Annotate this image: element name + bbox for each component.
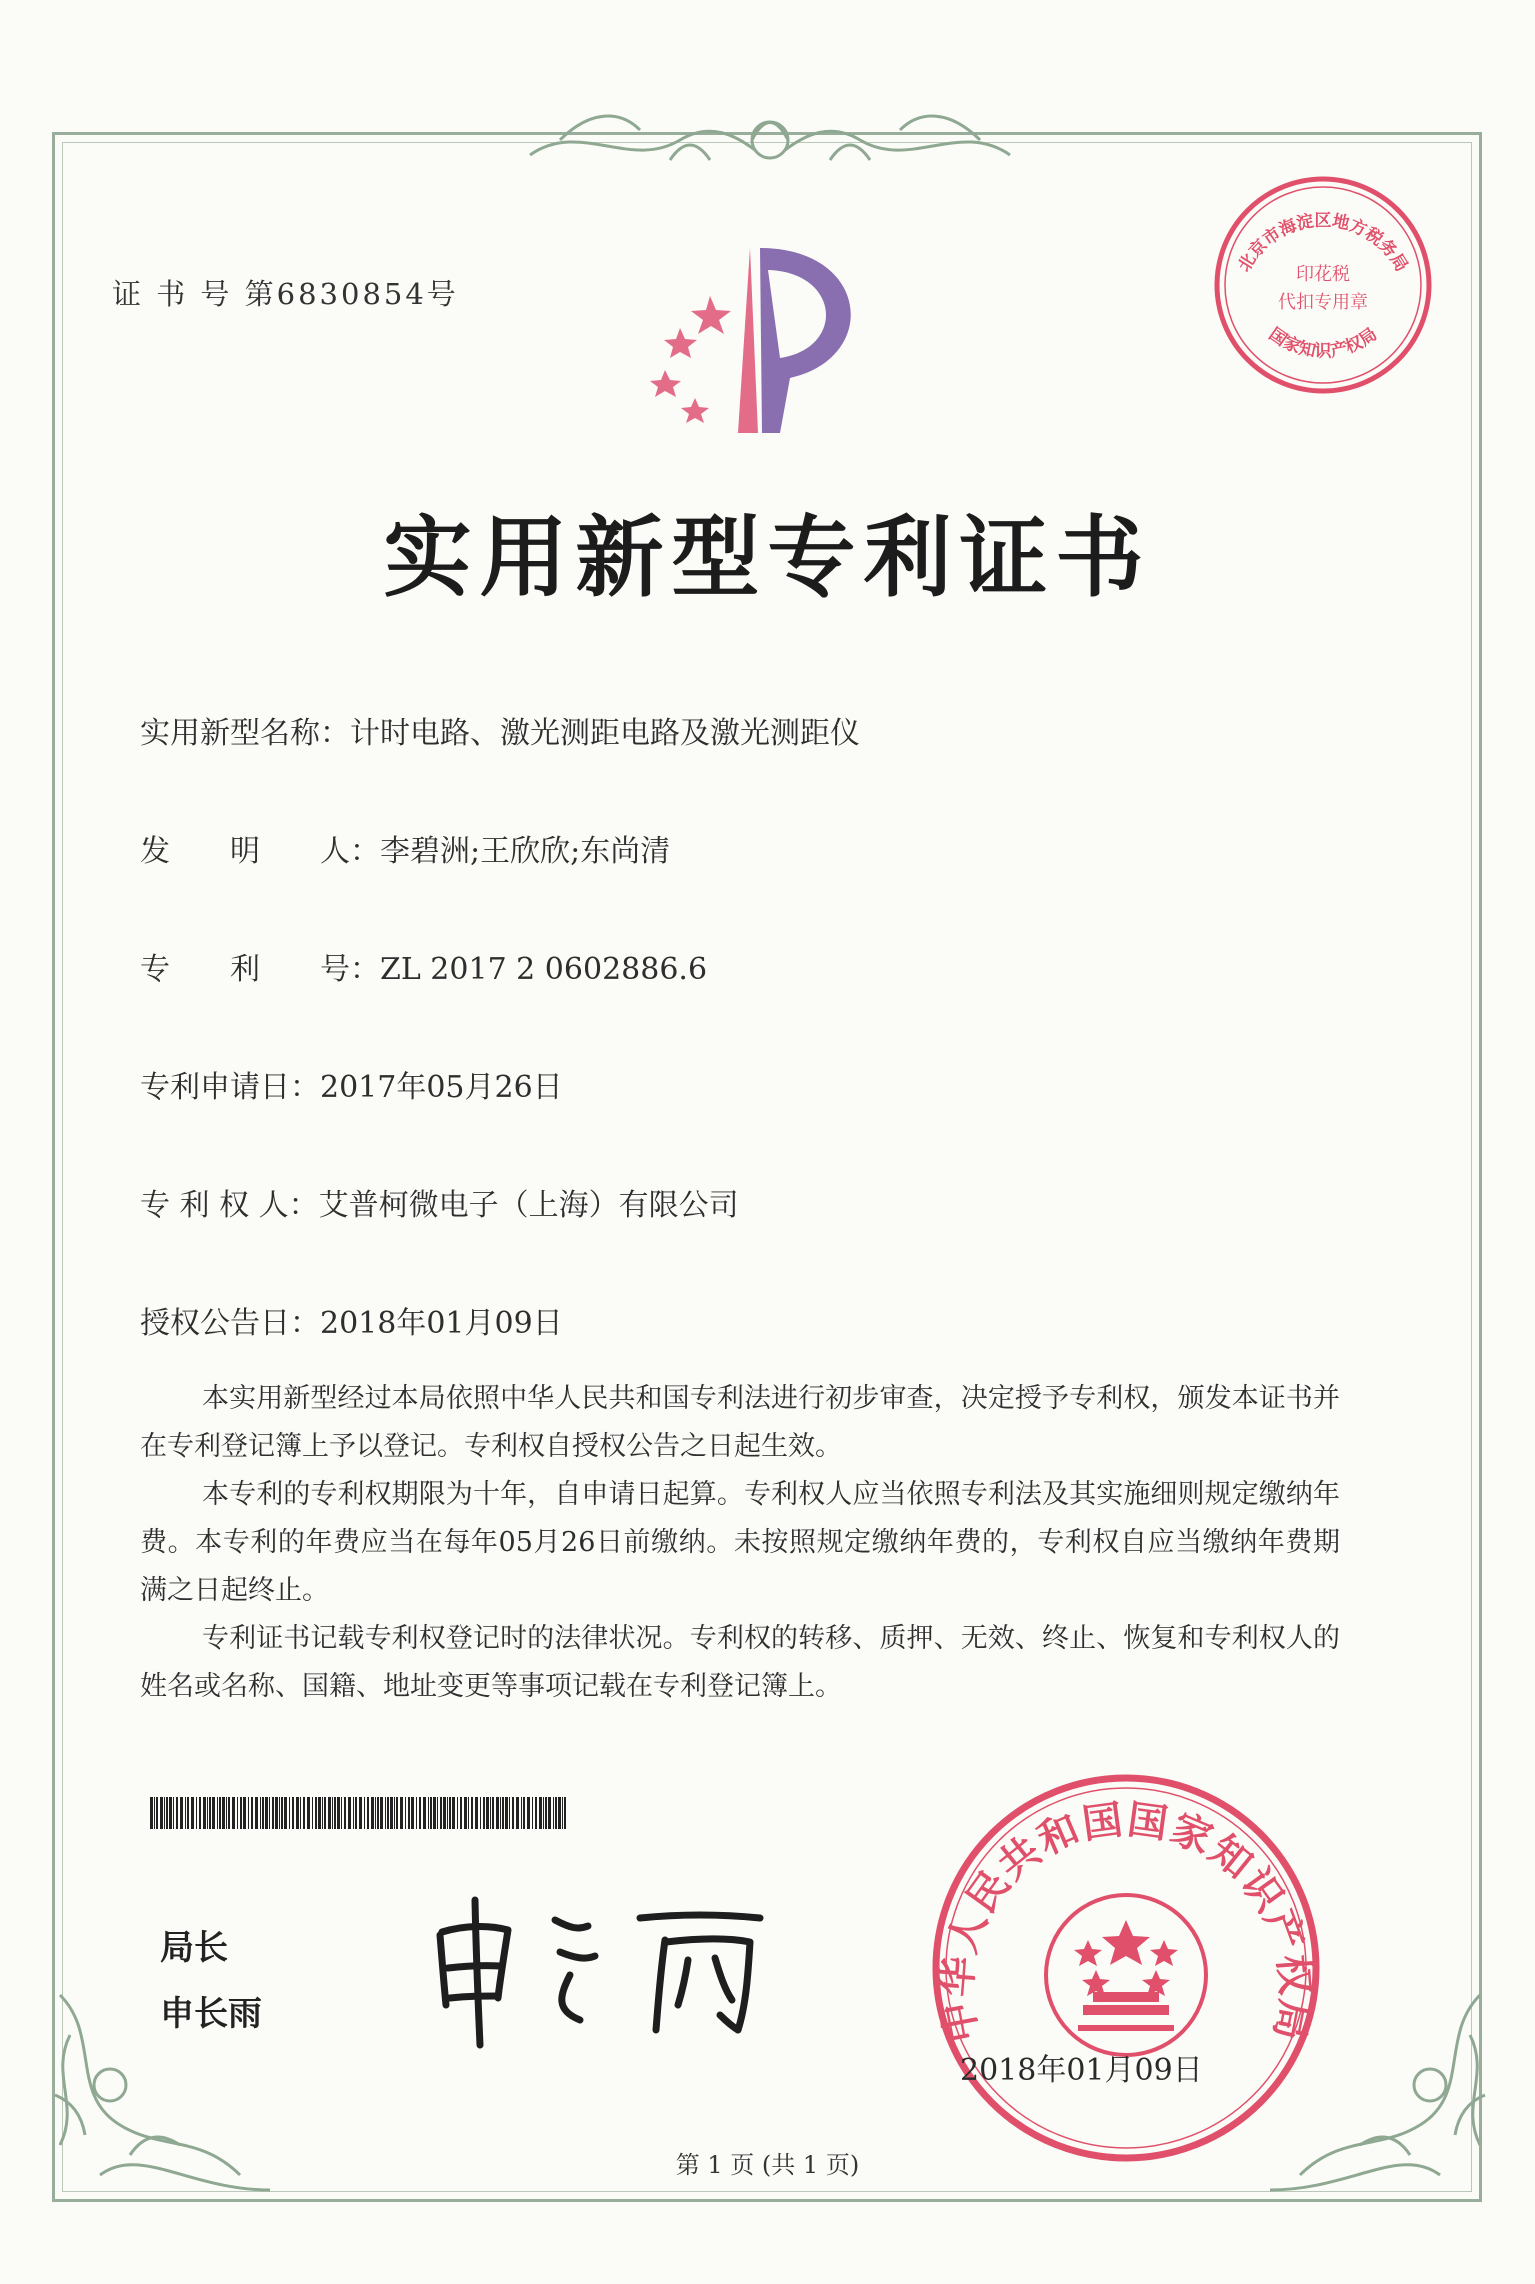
barcode-bar (237, 1797, 238, 1829)
barcode-bar (505, 1797, 508, 1829)
paragraph: 本专利的专利权期限为十年，自申请日起算。专利权人应当依照专利法及其实施细则规定缴纳年费。本专利的年费应当在每年05月26日前缴纳。未按照规定缴纳年费的，专利权自应当缴纳年费期满之日起终止。 (140, 1479, 1340, 1606)
barcode-bar (180, 1797, 183, 1829)
barcode-bar (164, 1797, 165, 1829)
barcode-bar (387, 1797, 389, 1829)
barcode-bar (375, 1797, 376, 1829)
barcode-bar (558, 1797, 561, 1829)
barcode-bar (532, 1797, 533, 1829)
barcode-bar (226, 1797, 227, 1829)
barcode-bar (203, 1797, 206, 1829)
field-application-date (140, 1062, 563, 1106)
barcode-bar (555, 1797, 557, 1829)
certificate-number: 证 书 号 第6830854号 (112, 277, 459, 311)
field-patentee (140, 1180, 739, 1224)
barcode-bar (367, 1797, 369, 1829)
barcode-bar (207, 1797, 208, 1829)
barcode-bar (322, 1797, 323, 1829)
national-ip-administration-seal-icon (928, 1770, 1324, 2166)
barcode-bar (359, 1797, 362, 1829)
barcode-bar (251, 1797, 253, 1829)
barcode-bar (307, 1797, 310, 1829)
barcode-bar (475, 1797, 478, 1829)
barcode-bar (468, 1797, 469, 1829)
barcode-bar (502, 1797, 504, 1829)
barcode-bar (400, 1797, 403, 1829)
field-value: 2017年05月26日 (320, 1070, 563, 1105)
barcode-bar (419, 1797, 421, 1829)
barcode-bar (185, 1797, 186, 1829)
barcode-bar (408, 1797, 410, 1829)
barcode-bar (337, 1797, 340, 1829)
document-title: 实用新型专利证书 (383, 505, 1152, 609)
barcode-bar (281, 1797, 283, 1829)
barcode-bar (396, 1797, 398, 1829)
barcode-bar (255, 1797, 258, 1829)
barcode-bar (315, 1797, 317, 1829)
barcode-bar (564, 1797, 566, 1829)
field-value: 计时电路、激光测距电路及激光测距仪 (350, 716, 860, 751)
barcode-bar (411, 1797, 414, 1829)
barcode-bar (483, 1797, 485, 1829)
barcode-bar (272, 1797, 274, 1829)
barcode-bar (535, 1797, 537, 1829)
barcode-bar (443, 1797, 446, 1829)
barcode-bar (296, 1797, 299, 1829)
barcode-bar (348, 1797, 351, 1829)
barcode-bar (160, 1797, 163, 1829)
barcode-bar (173, 1797, 174, 1829)
barcode-bar (460, 1797, 462, 1829)
barcode-bar (480, 1797, 481, 1829)
barcode-bar (240, 1797, 242, 1829)
barcode-bar (548, 1797, 551, 1829)
barcode-bar (355, 1797, 357, 1829)
barcode-bar (353, 1797, 354, 1829)
barcode-bar (265, 1797, 268, 1829)
barcode-bar (176, 1797, 178, 1829)
barcode-bar (279, 1797, 280, 1829)
patent-office-logo-icon (640, 248, 900, 448)
barcode-bar (166, 1797, 168, 1829)
barcode-bar (512, 1797, 514, 1829)
barcode-bar (380, 1797, 383, 1829)
barcode-bar (196, 1797, 197, 1829)
paragraph: 本实用新型经过本局依照中华人民共和国专利法进行初步审查，决定授予专利权，颁发本证书并在专利登记簿上予以登记。专利权自授权公告之日起生效。 (140, 1383, 1340, 1462)
barcode-bar (341, 1797, 342, 1829)
director-signature-icon (420, 1880, 780, 2050)
barcode-bar (449, 1797, 451, 1829)
barcode-bar (262, 1797, 264, 1829)
barcode-bar (539, 1797, 542, 1829)
certificate-statement (140, 1375, 1340, 1711)
barcode-bar (527, 1797, 530, 1829)
barcode-bar (248, 1797, 249, 1829)
barcode-bar (300, 1797, 301, 1829)
barcode-bar (562, 1797, 563, 1829)
barcode-bar (232, 1797, 235, 1829)
page-number: 第 1 页 (共 1 页) (675, 2151, 860, 2179)
barcode-bar (471, 1797, 473, 1829)
barcode-bar (516, 1797, 519, 1829)
field-value: 李碧洲;王欣欣;东尚清 (380, 834, 671, 869)
barcode-icon (150, 1797, 570, 1829)
barcode-bar (217, 1797, 218, 1829)
field-patent-number (140, 944, 707, 988)
svg-text:印花税: 印花税 (1296, 264, 1350, 285)
barcode-bar (156, 1797, 158, 1829)
barcode-bar (433, 1797, 436, 1829)
barcode-bar (260, 1797, 261, 1829)
barcode-bar (332, 1797, 333, 1829)
barcode-bar (486, 1797, 489, 1829)
field-label: 实用新型名称： (140, 716, 350, 751)
director-name: 申长雨 (160, 1994, 262, 2034)
barcode-bar (430, 1797, 432, 1829)
barcode-bar (447, 1797, 448, 1829)
barcode-bar (199, 1797, 201, 1829)
barcode-bar (543, 1797, 544, 1829)
barcode-bar (440, 1797, 442, 1829)
barcode-bar (364, 1797, 365, 1829)
field-utility-model-name (140, 708, 860, 752)
barcode-bar (545, 1797, 547, 1829)
barcode-bar (284, 1797, 287, 1829)
barcode-bar (394, 1797, 395, 1829)
field-label: 专利申请日： (140, 1070, 320, 1105)
barcode-bar (464, 1797, 467, 1829)
barcode-bar (228, 1797, 230, 1829)
barcode-bar (303, 1797, 305, 1829)
barcode-bar (405, 1797, 406, 1829)
field-label: 发 明 人： (140, 834, 380, 869)
barcode-bar (169, 1797, 172, 1829)
field-label: 专 利 号： (140, 952, 380, 987)
barcode-bar (553, 1797, 554, 1829)
barcode-bar (492, 1797, 494, 1829)
issue-date: 2018年01月09日 (960, 2053, 1203, 2088)
barcode-bar (154, 1797, 155, 1829)
barcode-bar (243, 1797, 246, 1829)
barcode-bar (222, 1797, 225, 1829)
field-value: 艾普柯微电子（上海）有限公司 (318, 1188, 739, 1223)
barcode-bar (275, 1797, 278, 1829)
field-value: ZL 2017 2 0602886.6 (380, 952, 708, 987)
paragraph: 专利证书记载专利权登记时的法律状况。专利权的转移、质押、无效、终止、恢复和专利权人的姓名或名称、国籍、地址变更等事项记载在专利登记簿上。 (140, 1623, 1340, 1702)
svg-text:国家知识产权局: 国家知识产权局 (1265, 324, 1381, 362)
stamp-duty-seal-icon (1210, 172, 1436, 398)
barcode-bar (428, 1797, 429, 1829)
barcode-bar (423, 1797, 426, 1829)
barcode-bar (496, 1797, 499, 1829)
barcode-bar (521, 1797, 522, 1829)
director-title: 局长 (160, 1928, 228, 1968)
barcode-bar (490, 1797, 491, 1829)
barcode-bar (150, 1797, 153, 1829)
barcode-bar (371, 1797, 374, 1829)
barcode-bar (334, 1797, 336, 1829)
svg-text:代扣专用章: 代扣专用章 (1278, 292, 1368, 313)
barcode-bar (509, 1797, 510, 1829)
barcode-bar (219, 1797, 221, 1829)
barcode-bar (457, 1797, 458, 1829)
barcode-bar (437, 1797, 438, 1829)
barcode-bar (191, 1797, 194, 1829)
barcode-bar (312, 1797, 313, 1829)
field-label: 授权公告日： (140, 1306, 320, 1341)
barcode-bar (416, 1797, 417, 1829)
barcode-bar (289, 1797, 290, 1829)
field-grant-date (140, 1298, 563, 1342)
barcode-bar (324, 1797, 326, 1829)
svg-text:北京市海淀区地方税务局: 北京市海淀区地方税务局 (1234, 210, 1412, 276)
barcode-bar (377, 1797, 379, 1829)
barcode-bar (523, 1797, 525, 1829)
barcode-bar (390, 1797, 393, 1829)
barcode-bar (500, 1797, 501, 1829)
barcode-bar (187, 1797, 189, 1829)
barcode-bar (209, 1797, 211, 1829)
barcode-bar (328, 1797, 331, 1829)
svg-text:中华人民共和国国家知识产权局: 中华人民共和国国家知识产权局 (933, 1796, 1319, 2046)
field-value: 2018年01月09日 (320, 1306, 563, 1341)
barcode-bar (318, 1797, 321, 1829)
top-ornament (520, 100, 1020, 180)
field-inventors (140, 826, 670, 870)
barcode-bar (212, 1797, 215, 1829)
barcode-bar (344, 1797, 346, 1829)
barcode-bar (269, 1797, 270, 1829)
field-label: 专 利 权 人： (140, 1188, 319, 1223)
barcode-bar (292, 1797, 294, 1829)
barcode-bar (385, 1797, 386, 1829)
barcode-bar (452, 1797, 455, 1829)
